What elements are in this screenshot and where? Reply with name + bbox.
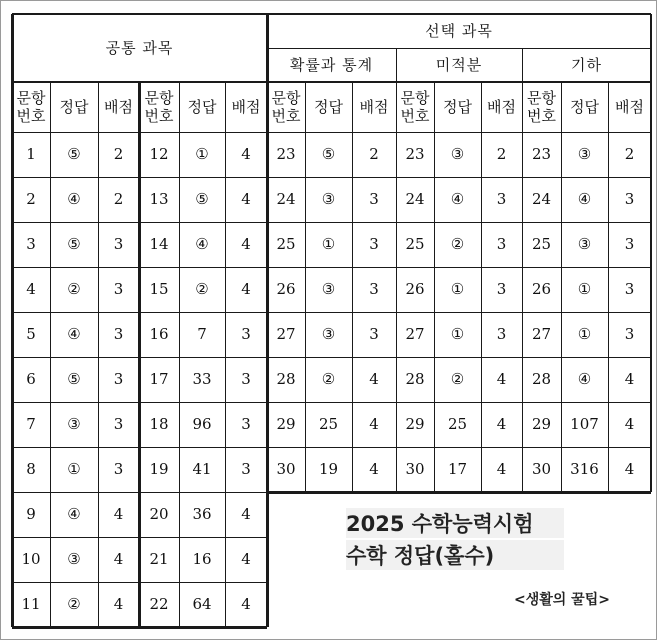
col-header-question-no: 문항 번호 bbox=[144, 89, 174, 125]
answer-value: ③ bbox=[577, 145, 592, 163]
answer-value: 36 bbox=[192, 505, 212, 523]
header-calculus: 미적분 bbox=[435, 55, 483, 74]
question-number: 28 bbox=[531, 370, 552, 388]
points-value: 4 bbox=[241, 235, 251, 253]
credit-text: <생활의 꿀팁> bbox=[514, 592, 610, 608]
answer-value: 7 bbox=[197, 325, 207, 343]
grid-line bbox=[434, 82, 435, 492]
question-number: 3 bbox=[26, 235, 36, 253]
elective-group-divider bbox=[396, 48, 397, 492]
col-header-answer: 정답 bbox=[59, 97, 89, 116]
grid-line bbox=[179, 82, 180, 627]
col-header-question-no: 문항 번호 bbox=[400, 89, 430, 125]
points-value: 4 bbox=[241, 190, 251, 208]
answer-value: ② bbox=[195, 280, 209, 298]
row-line bbox=[12, 267, 267, 268]
grid-line bbox=[50, 82, 51, 627]
table-top-border bbox=[12, 13, 651, 15]
grid-line bbox=[352, 82, 353, 492]
answer-value: ③ bbox=[67, 550, 81, 568]
grid-line bbox=[225, 82, 226, 627]
question-number: 7 bbox=[26, 415, 36, 433]
points-value: 3 bbox=[241, 325, 251, 343]
points-value: 2 bbox=[113, 190, 124, 208]
col-header-points: 배점 bbox=[359, 97, 389, 116]
answer-value: ④ bbox=[195, 235, 209, 253]
col-header-answer: 정답 bbox=[443, 97, 472, 116]
question-number: 4 bbox=[26, 280, 36, 298]
row-line bbox=[12, 582, 267, 583]
row-line bbox=[12, 447, 267, 448]
points-value: 3 bbox=[113, 370, 124, 388]
points-value: 4 bbox=[113, 505, 124, 523]
question-number: 25 bbox=[405, 235, 425, 253]
common-elective-divider bbox=[266, 14, 269, 627]
table-right-border bbox=[650, 14, 652, 492]
answer-value: 316 bbox=[570, 460, 599, 478]
answer-value: 19 bbox=[318, 460, 339, 478]
row-line bbox=[12, 492, 267, 493]
row-line bbox=[267, 177, 651, 178]
question-number: 27 bbox=[405, 325, 425, 343]
points-value: 2 bbox=[369, 145, 379, 163]
caption-title: 2025 수학능력시험 bbox=[346, 508, 564, 538]
col-header-question-no: 문항 번호 bbox=[527, 89, 556, 125]
grid-line bbox=[481, 82, 482, 492]
points-value: 3 bbox=[624, 190, 635, 208]
points-value: 4 bbox=[241, 595, 251, 613]
points-value: 3 bbox=[624, 280, 635, 298]
answer-value: ⑤ bbox=[195, 190, 209, 208]
question-number: 19 bbox=[149, 460, 169, 478]
points-value: 4 bbox=[624, 460, 635, 478]
points-value: 4 bbox=[496, 415, 507, 433]
elective-subject-header: 선택 과목 bbox=[425, 21, 493, 40]
points-value: 4 bbox=[241, 280, 251, 298]
answer-value: ④ bbox=[450, 190, 465, 208]
points-value: 4 bbox=[369, 460, 379, 478]
points-value: 3 bbox=[241, 460, 251, 478]
points-value: 3 bbox=[496, 325, 507, 343]
points-value: 3 bbox=[113, 235, 124, 253]
points-value: 2 bbox=[624, 145, 635, 163]
question-number: 23 bbox=[531, 145, 552, 163]
answer-value: ⑤ bbox=[321, 145, 336, 163]
question-number: 30 bbox=[276, 460, 296, 478]
question-number: 25 bbox=[531, 235, 552, 253]
question-number: 9 bbox=[26, 505, 36, 523]
answer-value: ④ bbox=[577, 190, 592, 208]
question-number: 29 bbox=[405, 415, 425, 433]
question-number: 10 bbox=[21, 550, 41, 568]
points-value: 3 bbox=[496, 190, 507, 208]
header-geometry: 기하 bbox=[571, 55, 602, 74]
question-number: 28 bbox=[276, 370, 296, 388]
question-number: 24 bbox=[276, 190, 296, 208]
answer-value: ② bbox=[450, 370, 465, 388]
points-value: 3 bbox=[624, 325, 635, 343]
elective-bottom-border bbox=[267, 491, 651, 494]
question-number: 26 bbox=[405, 280, 425, 298]
answer-value: ⑤ bbox=[67, 370, 81, 388]
row-line bbox=[12, 537, 267, 538]
answer-value: ③ bbox=[321, 190, 336, 208]
answer-value: 96 bbox=[192, 415, 212, 433]
row-line bbox=[267, 267, 651, 268]
question-number: 12 bbox=[149, 145, 169, 163]
answer-value: 16 bbox=[192, 550, 212, 568]
answer-value: ① bbox=[450, 325, 465, 343]
caption-subtitle: 수학 정답(홀수) bbox=[346, 540, 564, 570]
answer-value: ① bbox=[450, 280, 465, 298]
points-value: 2 bbox=[113, 145, 124, 163]
question-number: 15 bbox=[149, 280, 169, 298]
points-value: 3 bbox=[113, 415, 124, 433]
row-line bbox=[267, 222, 651, 223]
col-header-points: 배점 bbox=[487, 97, 516, 116]
question-number: 28 bbox=[405, 370, 425, 388]
question-number: 17 bbox=[149, 370, 169, 388]
answer-value: ① bbox=[577, 325, 592, 343]
answer-value: ③ bbox=[450, 145, 465, 163]
question-number: 16 bbox=[149, 325, 169, 343]
answer-value: 64 bbox=[192, 595, 212, 613]
grid-line bbox=[98, 82, 99, 627]
question-number: 14 bbox=[149, 235, 169, 253]
question-number: 26 bbox=[276, 280, 296, 298]
question-number: 27 bbox=[531, 325, 552, 343]
col-header-points: 배점 bbox=[615, 97, 644, 116]
header-line bbox=[12, 81, 651, 83]
col-header-points: 배점 bbox=[104, 97, 133, 116]
header-line bbox=[267, 48, 651, 49]
col-header-answer: 정답 bbox=[187, 97, 217, 116]
answer-value: ③ bbox=[321, 280, 336, 298]
points-value: 3 bbox=[113, 460, 124, 478]
grid-line bbox=[608, 82, 609, 492]
row-line bbox=[267, 357, 651, 358]
points-value: 2 bbox=[496, 145, 507, 163]
question-number: 2 bbox=[26, 190, 36, 208]
answer-value: ③ bbox=[577, 235, 592, 253]
points-value: 4 bbox=[113, 550, 124, 568]
points-value: 4 bbox=[241, 145, 251, 163]
answer-value: 25 bbox=[447, 415, 468, 433]
points-value: 4 bbox=[624, 415, 635, 433]
points-value: 3 bbox=[241, 415, 251, 433]
question-number: 25 bbox=[276, 235, 296, 253]
row-line bbox=[12, 222, 267, 223]
col-header-answer: 정답 bbox=[314, 97, 343, 116]
points-value: 4 bbox=[369, 370, 379, 388]
question-number: 26 bbox=[531, 280, 552, 298]
points-value: 3 bbox=[496, 235, 507, 253]
answer-value: ① bbox=[321, 235, 336, 253]
answer-value: ④ bbox=[67, 505, 81, 523]
points-value: 3 bbox=[241, 370, 251, 388]
points-value: 3 bbox=[369, 235, 379, 253]
question-number: 24 bbox=[531, 190, 552, 208]
question-number: 20 bbox=[149, 505, 169, 523]
col-header-question-no: 문항 번호 bbox=[271, 89, 301, 125]
question-number: 8 bbox=[26, 460, 36, 478]
question-number: 1 bbox=[26, 145, 36, 163]
question-number: 27 bbox=[276, 325, 296, 343]
row-line bbox=[12, 312, 267, 313]
question-number: 30 bbox=[531, 460, 552, 478]
answer-value: ④ bbox=[67, 325, 81, 343]
answer-value: ① bbox=[195, 145, 209, 163]
grid-line bbox=[561, 82, 562, 492]
answer-value: 25 bbox=[318, 415, 339, 433]
question-number: 13 bbox=[149, 190, 169, 208]
question-number: 6 bbox=[26, 370, 36, 388]
row-line bbox=[267, 447, 651, 448]
question-number: 23 bbox=[276, 145, 296, 163]
row-line bbox=[12, 357, 267, 358]
question-number: 11 bbox=[21, 595, 41, 613]
common-subject-header: 공통 과목 bbox=[105, 38, 174, 57]
col-header-answer: 정답 bbox=[570, 97, 599, 116]
common-group-divider bbox=[138, 82, 141, 627]
points-value: 4 bbox=[241, 550, 251, 568]
points-value: 3 bbox=[369, 190, 379, 208]
points-value: 4 bbox=[369, 415, 379, 433]
question-number: 18 bbox=[149, 415, 169, 433]
points-value: 3 bbox=[369, 280, 379, 298]
answer-value: 17 bbox=[447, 460, 468, 478]
row-line bbox=[12, 402, 267, 403]
answer-value: ③ bbox=[321, 325, 336, 343]
answer-value: ① bbox=[577, 280, 592, 298]
elective-group-divider bbox=[522, 48, 523, 492]
answer-value: ③ bbox=[67, 415, 81, 433]
points-value: 3 bbox=[496, 280, 507, 298]
row-line bbox=[267, 402, 651, 403]
answer-value: ④ bbox=[67, 190, 81, 208]
answer-value: ② bbox=[67, 595, 81, 613]
question-number: 24 bbox=[405, 190, 425, 208]
answer-value: ① bbox=[67, 460, 81, 478]
header-line bbox=[12, 132, 651, 133]
answer-value: ② bbox=[321, 370, 336, 388]
points-value: 4 bbox=[496, 370, 507, 388]
points-value: 3 bbox=[624, 235, 635, 253]
points-value: 3 bbox=[113, 280, 124, 298]
points-value: 3 bbox=[113, 325, 124, 343]
question-number: 30 bbox=[405, 460, 425, 478]
header-probability-statistics: 확률과 통계 bbox=[289, 55, 374, 74]
answer-value: ⑤ bbox=[67, 145, 81, 163]
question-number: 5 bbox=[26, 325, 36, 343]
row-line bbox=[12, 177, 267, 178]
points-value: 3 bbox=[369, 325, 379, 343]
answer-value: ④ bbox=[577, 370, 592, 388]
question-number: 29 bbox=[276, 415, 296, 433]
answer-value: 41 bbox=[192, 460, 212, 478]
answer-value: ⑤ bbox=[67, 235, 81, 253]
question-number: 22 bbox=[149, 595, 169, 613]
points-value: 4 bbox=[624, 370, 635, 388]
answer-value: 33 bbox=[192, 370, 212, 388]
row-line bbox=[267, 312, 651, 313]
points-value: 4 bbox=[496, 460, 507, 478]
table-left-border bbox=[11, 14, 14, 627]
answer-value: ② bbox=[67, 280, 81, 298]
answer-value: ② bbox=[450, 235, 465, 253]
question-number: 29 bbox=[531, 415, 552, 433]
grid-line bbox=[305, 82, 306, 492]
points-value: 4 bbox=[241, 505, 251, 523]
points-value: 4 bbox=[113, 595, 124, 613]
col-header-question-no: 문항 번호 bbox=[16, 89, 46, 125]
question-number: 23 bbox=[405, 145, 425, 163]
question-number: 21 bbox=[149, 550, 169, 568]
answer-value: 107 bbox=[570, 415, 599, 433]
col-header-points: 배점 bbox=[231, 97, 261, 116]
